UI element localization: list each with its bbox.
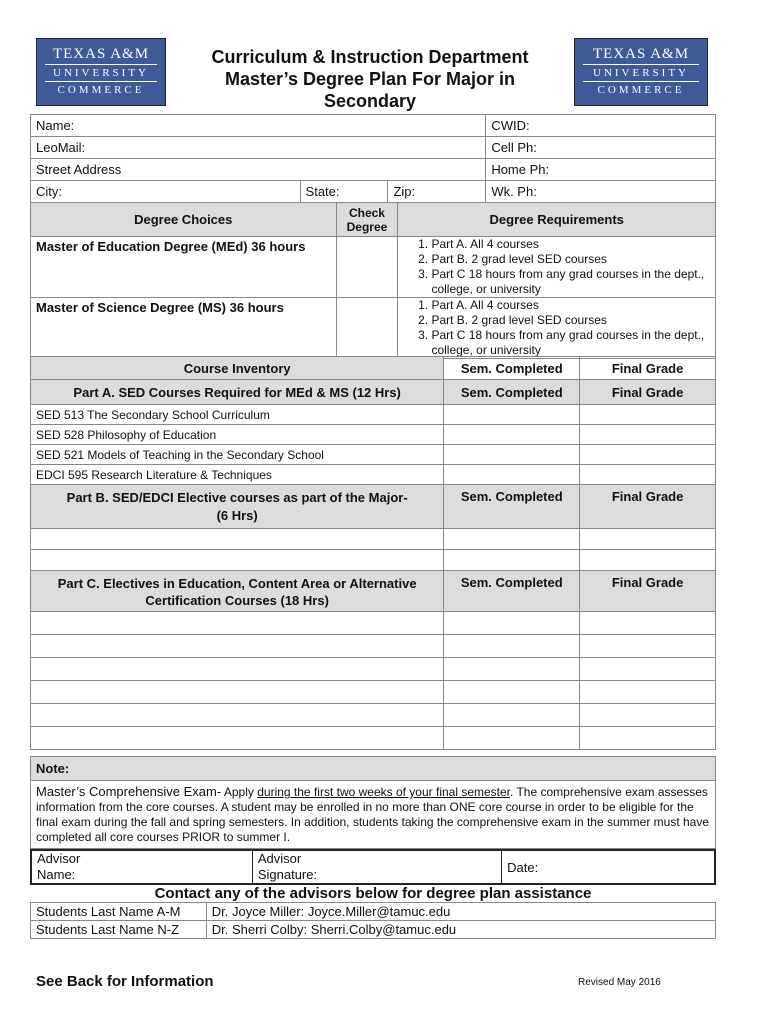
advisor-signature-field[interactable] [252,850,501,884]
sem-cell[interactable] [444,550,580,571]
sem-cell[interactable] [444,612,580,635]
note-table [30,756,716,849]
course-row: EDCI 595 Research Literature & Techniques [31,465,444,485]
note-label: Note: [31,757,716,781]
advisor-table [30,849,716,885]
course-blank-row[interactable] [31,658,444,681]
logo-text: COMMERCE [57,84,145,96]
sem-completed-header: Sem. Completed [444,357,580,380]
sem-cell[interactable] [444,681,580,704]
work-phone-field[interactable]: Wk. Ph: [486,181,716,203]
advisor-name-field[interactable] [31,850,252,884]
grade-cell[interactable] [580,405,716,425]
sem-cell[interactable] [444,405,580,425]
course-inventory-header: Course Inventory [31,357,444,380]
requirement-item: 1. Part A. All 4 courses [431,237,715,252]
final-grade-header: Final Grade [580,571,716,612]
course-blank-row[interactable] [31,550,444,571]
part-c-header [31,571,444,612]
sem-cell[interactable] [444,704,580,727]
requirement-item: 1. Part A. All 4 courses [431,298,715,313]
degree-requirements-header: Degree Requirements [398,203,716,237]
check-ms-box[interactable] [336,298,398,359]
sem-cell[interactable] [444,658,580,681]
logo-text: TEXAS A&M [592,46,690,62]
check-med-box[interactable] [336,237,398,298]
leomail-field[interactable]: LeoMail: [31,137,486,159]
revised-date: Revised May 2016 [578,977,661,988]
grade-cell[interactable] [580,635,716,658]
logo-text: COMMERCE [597,84,685,96]
check-degree-header: Check Degree [336,203,398,237]
see-back-footer: See Back for Information [36,973,214,990]
logo-text: TEXAS A&M [52,46,150,62]
grade-cell[interactable] [580,529,716,550]
university-logo-right [574,38,708,106]
sem-cell[interactable] [444,529,580,550]
grade-cell[interactable] [580,465,716,485]
course-blank-row[interactable] [31,612,444,635]
part-a-header: Part A. SED Courses Required for MEd & MS (12 Hrs) [31,380,444,405]
final-grade-header: Final Grade [580,357,716,380]
contact-advisor-miller: Dr. Joyce Miller: Joyce.Miller@tamuc.edu [206,903,715,921]
cwid-field[interactable]: CWID: [486,115,716,137]
logo-text: UNIVERSITY [53,67,149,79]
grade-cell[interactable] [580,612,716,635]
sem-completed-header: Sem. Completed [444,485,580,529]
requirement-item: 2. Part B. 2 grad level SED courses [431,252,715,267]
university-logo-left [36,38,166,106]
part-b-header [31,485,444,529]
course-blank-row[interactable] [31,727,444,750]
date-field[interactable]: Date: [502,850,715,884]
home-phone-field[interactable]: Home Ph: [486,159,716,181]
degree-med-label: Master of Education Degree (MEd) 36 hours [31,237,337,298]
grade-cell[interactable] [580,658,716,681]
part-b-line: (6 Hrs) [216,508,258,523]
requirement-item: 2. Part B. 2 grad level SED courses [431,313,715,328]
title-line: Master’s Degree Plan For Major in [224,69,516,89]
contact-advisor-colby: Dr. Sherri Colby: Sherri.Colby@tamuc.edu [206,921,715,939]
sem-completed-header: Sem. Completed [444,380,580,405]
final-grade-header: Final Grade [580,485,716,529]
sem-cell[interactable] [444,445,580,465]
med-requirements [398,237,716,298]
final-grade-header: Final Grade [580,380,716,405]
grade-cell[interactable] [580,681,716,704]
degree-ms-label: Master of Science Degree (MS) 36 hours [31,298,337,359]
comprehensive-exam-note [31,781,716,849]
sem-cell[interactable] [444,465,580,485]
part-c-line: Part C. Electives in Education, Content Area or Alternative [57,576,417,591]
title-line: Secondary [323,91,417,111]
course-row: SED 513 The Secondary School Curriculum [31,405,444,425]
sem-cell[interactable] [444,635,580,658]
cell-phone-field[interactable]: Cell Ph: [486,137,716,159]
sem-completed-header: Sem. Completed [444,571,580,612]
city-field[interactable]: City: [31,181,301,203]
street-address-field[interactable]: Street Address [31,159,486,181]
exam-apply: Apply [221,785,258,799]
exam-deadline: during the first two weeks of your final semester [257,785,511,799]
course-inventory-table [30,356,716,750]
grade-cell[interactable] [580,445,716,465]
course-blank-row[interactable] [31,681,444,704]
requirement-item: 3. Part C 18 hours from any grad courses in the dept., college, or university [431,328,715,358]
contact-group-am: Students Last Name A-M [31,903,207,921]
part-c-line: Certification Courses (18 Hrs) [145,593,329,608]
exam-label: Master’s Comprehensive Exam- [36,784,222,799]
grade-cell[interactable] [580,727,716,750]
zip-field[interactable]: Zip: [388,181,486,203]
title-line: Curriculum & Instruction Department [211,47,529,67]
advisor-signature-label: Signature: [257,867,318,882]
course-row: SED 521 Models of Teaching in the Secondary School [31,445,444,465]
contact-heading: Contact any of the advisors below for degree plan assistance [154,885,592,902]
state-field[interactable]: State: [300,181,388,203]
grade-cell[interactable] [580,425,716,445]
course-row: SED 528 Philosophy of Education [31,425,444,445]
advisor-name-label: Name: [37,867,76,882]
name-field[interactable]: Name: [31,115,486,137]
grade-cell[interactable] [580,550,716,571]
course-blank-row[interactable] [31,529,444,550]
advisor-signature-label: Advisor [257,851,302,866]
contact-group-nz: Students Last Name N-Z [31,921,207,939]
student-info-table [30,114,716,203]
sem-cell[interactable] [444,425,580,445]
sem-cell[interactable] [444,727,580,750]
course-blank-row[interactable] [31,635,444,658]
logo-text: UNIVERSITY [593,67,689,79]
contact-table [30,902,716,939]
exam-details: . The comprehensive exam assesses information from the core courses. A student may be enrolled in no more than ONE core course in order to be eligible for the final exam during the fall and spring semesters. In addition, students taking the comprehensive exam in the summer must have completed all core courses PRIOR to summer I. [36,785,710,844]
part-b-line: Part B. SED/EDCI Elective courses as part of the Major- [66,490,408,505]
ms-requirements [398,298,716,359]
advisor-name-label: Advisor [37,851,81,866]
degree-choices-table [30,202,716,359]
degree-choices-header: Degree Choices [31,203,337,237]
grade-cell[interactable] [580,704,716,727]
requirement-item: 3. Part C 18 hours from any grad courses in the dept., college, or university [431,267,715,297]
page-title [170,46,570,112]
course-blank-row[interactable] [31,704,444,727]
